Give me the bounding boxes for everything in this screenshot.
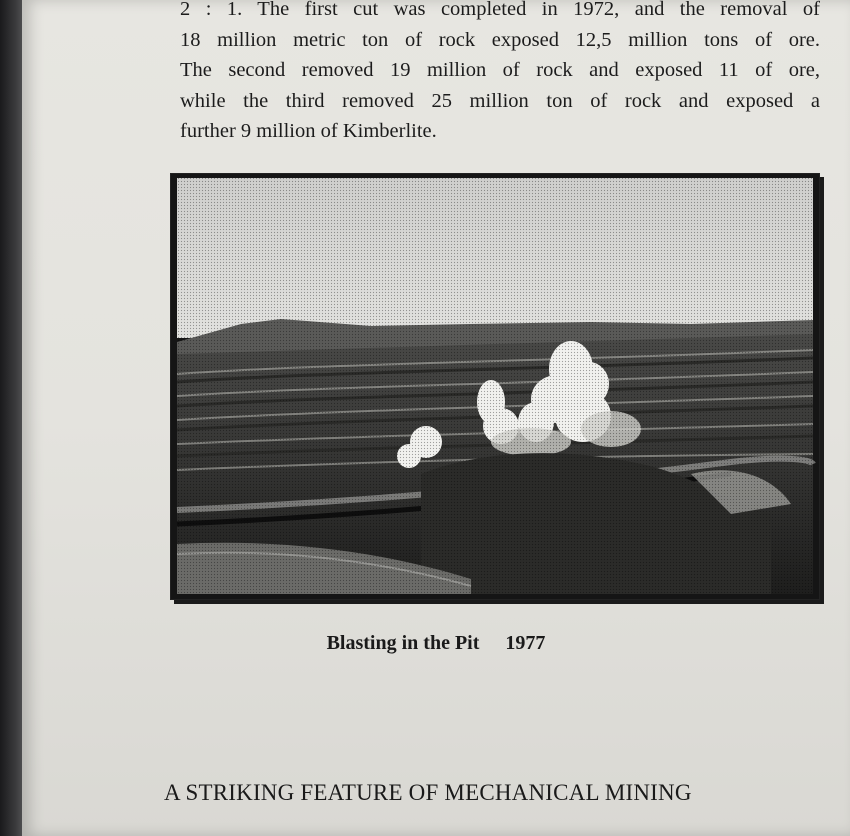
body-line: while the third removed 25 million ton of rock and exposed a [180,89,820,112]
body-line: The second removed 19 million of rock and exposed 11 of ore, [180,59,820,81]
body-line: further 9 million of Kimberlite. [180,120,437,142]
caption-year: 1977 [505,632,546,654]
body-paragraph [180,0,820,147]
body-line: 18 million metric ton of rock exposed 12,5 million tons of ore. [180,28,820,51]
section-heading: A STRIKING FEATURE OF MECHANICAL MINING [164,780,692,805]
pit-blasting-photo [170,173,820,600]
caption-title: Blasting in the Pit [326,632,480,654]
pit-blasting-photo-image [171,174,819,599]
page-sheet [22,0,850,836]
photo-caption [22,632,850,655]
body-line: 2 : 1. The first cut was completed in 1972, and the removal of [180,0,820,20]
